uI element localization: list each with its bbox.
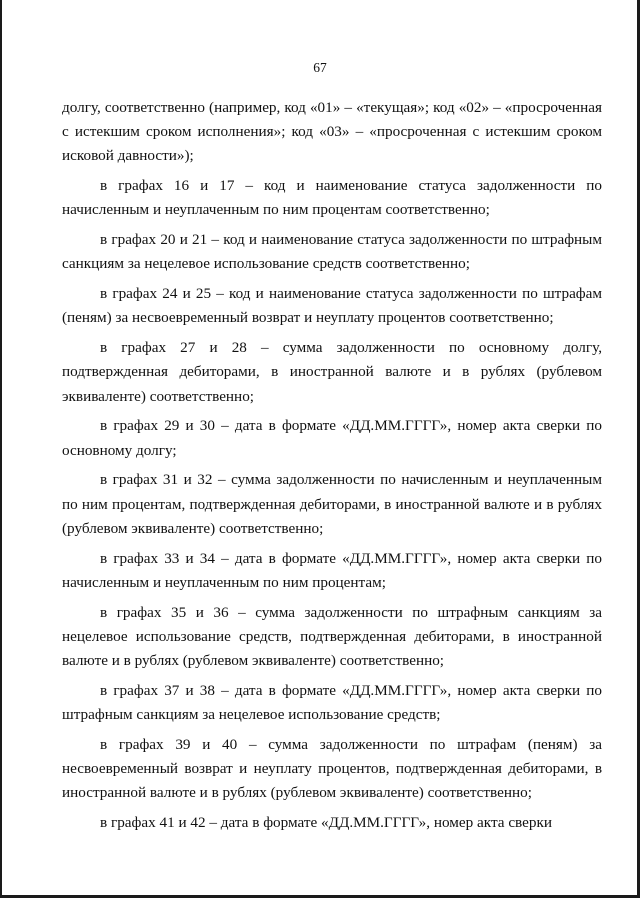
paragraph: в графах 39 и 40 – сумма задолженности по штрафам (пеням) за несвоевременный возврат и неуплату процентов, подтвержденная дебиторами, в иностранной валюте и в рублях (рублевом эквиваленте) соответственно; xyxy=(62,735,602,802)
paragraph: в графах 27 и 28 – сумма задолженности по основному долгу, подтвержденная дебиторами, в иностранной валюте и в рублях (рублевом эквиваленте) соответственно; xyxy=(62,339,602,405)
document-body xyxy=(62,96,602,841)
paragraph: в графах 16 и 17 – код и наименование статуса задолженности по начисленным и неуплаченным по ним процентам соответственно; xyxy=(62,177,602,219)
page-number: 67 xyxy=(313,60,327,75)
paragraph: в графах 33 и 34 – дата в формате «ДД.ММ.ГГГГ», номер акта сверки по начисленным и неуплаченным по ним процентам; xyxy=(62,549,602,591)
paragraph: в графах 29 и 30 – дата в формате «ДД.ММ.ГГГГ», номер акта сверки по основному долгу; xyxy=(62,417,602,459)
paragraph: в графах 37 и 38 – дата в формате «ДД.ММ.ГГГГ», номер акта сверки по штрафным санкциям за нецелевое использование средств; xyxy=(62,681,602,724)
scan-border-left xyxy=(0,0,2,898)
paragraph: в графах 41 и 42 – дата в формате «ДД.ММ.ГГГГ», номер акта сверки xyxy=(100,814,552,832)
paragraph: в графах 35 и 36 – сумма задолженности по штрафным санкциям за нецелевое использование средств, подтвержденная дебиторами, в иностранной валюте и в рублях (рублевом эквиваленте) соответственно; xyxy=(62,603,602,670)
paragraph: в графах 31 и 32 – сумма задолженности по начисленным и неуплаченным по ним процентам, подтвержденная дебиторами, в иностранной валюте и в рублях (рублевом эквиваленте) соответственно; xyxy=(62,471,602,537)
paragraph: долгу, соответственно (например, код «01» – «текущая»; код «02» – «просроченная с истекшим сроком исполнения»; код «03» – «просроченная с истекшим сроком исковой давности»); xyxy=(62,99,602,165)
paragraph: в графах 20 и 21 – код и наименование статуса задолженности по штрафным санкциям за нецелевое использование средств соответственно; xyxy=(62,231,602,273)
paragraph: в графах 24 и 25 – код и наименование статуса задолженности по штрафам (пеням) за несвоевременный возврат и неуплату процентов соответственно; xyxy=(62,285,602,327)
